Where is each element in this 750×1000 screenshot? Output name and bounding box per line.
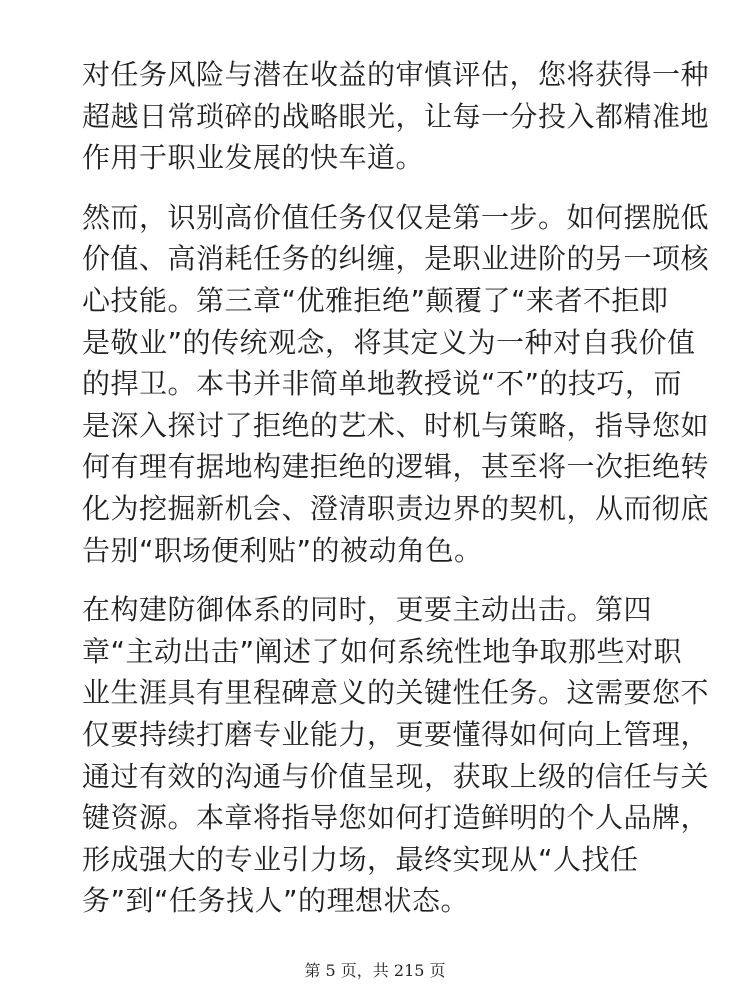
paragraph-2 [82,197,710,571]
paragraph-line: 对任务风险与潜在收益的审慎评估，您将获得一种 [82,58,710,91]
paragraph-line: 形成强大的专业引力场，最终实现从“人找任 [82,842,639,876]
paragraph-line: 作用于职业发展的快车道。 [82,141,425,175]
paragraph-line: 业生涯具有里程碑意义的关键性任务。这需要您不 [82,676,710,710]
paragraph-line: 告别“职场便利贴”的被动角色。 [82,533,483,567]
paragraph-line: 通过有效的沟通与价值呈现，获取上级的信任与关 [82,759,710,793]
paragraph-line: 心技能。第三章“优雅拒绝”颠覆了“来者不拒即 [82,283,669,317]
paragraph-line: 然而，识别高价值任务仅仅是第一步。如何摆脱低 [82,200,710,234]
paragraph-line: 键资源。本章将指导您如何打造鲜明的个人品牌， [82,801,710,835]
paragraph-line: 在构建防御体系的同时，更要主动出击。第四 [82,593,653,627]
paragraph-line: 仅要持续打磨专业能力，更要懂得如何向上管理， [82,717,710,751]
page-body [82,54,710,940]
paragraph-line: 价值、高消耗任务的纠缠，是职业进阶的另一项核 [82,242,710,276]
page-number: 第 5 页，共 215 页 [304,961,446,980]
paragraph-line: 务”到“任务找人”的理想状态。 [82,884,470,918]
paragraph-line: 超越日常琐碎的战略眼光，让每一分投入都精准地 [82,99,710,133]
paragraph-line: 是敬业”的传统观念，将其定义为一种对自我价值 [82,325,696,359]
paragraph-line: 化为挖掘新机会、澄清职责边界的契机，从而彻底 [82,491,710,525]
paragraph-1 [82,54,710,179]
paragraph-line: 何有理有据地构建拒绝的逻辑，甚至将一次拒绝转 [82,450,710,484]
paragraph-line: 是深入探讨了拒绝的艺术、时机与策略，指导您如 [82,408,710,442]
paragraph-line: 章“主动出击”阐述了如何系统性地争取那些对职 [82,634,683,668]
paragraph-line: 的捍卫。本书并非简单地教授说“不”的技巧，而 [82,367,683,401]
paragraph-3 [82,589,710,922]
